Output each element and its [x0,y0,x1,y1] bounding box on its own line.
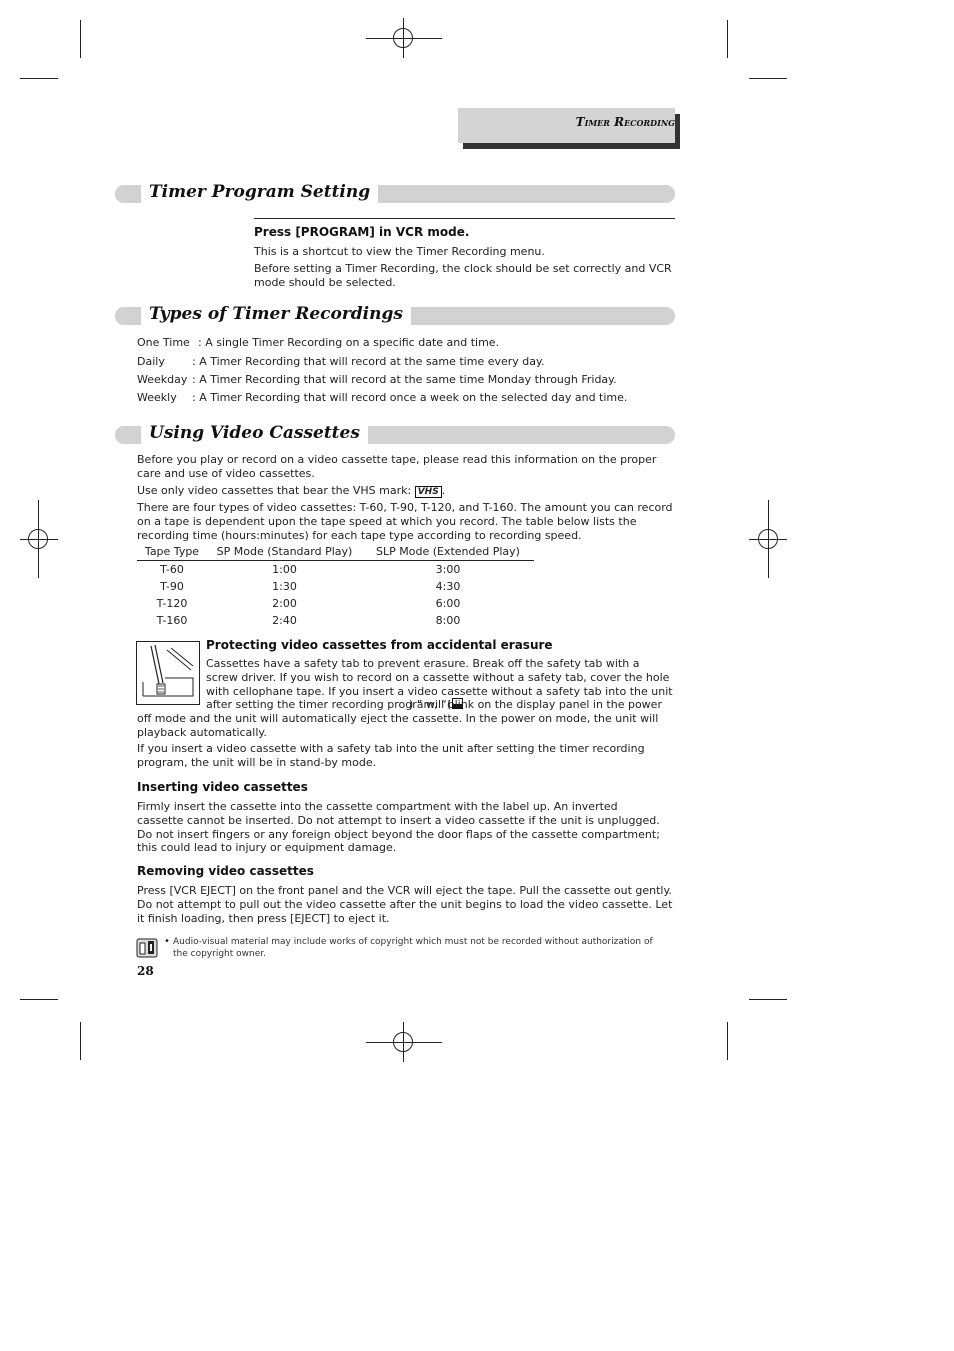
note-bullet: • [164,936,170,947]
vhs-line: Use only video cassettes that bear the VHS mark: VHS . [137,484,446,497]
table-cell: 4:30 [435,580,461,593]
table-cell: T-90 [160,580,184,593]
list-item [137,391,627,405]
type-label: One Time [137,336,190,349]
insert-title: Inserting video cassettes [137,780,308,794]
table-row [137,561,534,579]
screwdriver-cassette-icon [137,642,199,704]
table-row [137,578,534,595]
column-header: SP Mode (Standard Play) [207,544,362,561]
program-instruction: Press [PROGRAM] in VCR mode. [254,225,470,239]
type-label: Weekday [137,373,188,386]
protect-title: Protecting video cassettes from accidental erasure [206,638,553,652]
section-title: Types of Timer Recordings [141,303,411,325]
vhs-text: Use only video cassettes that bear the VHS mark: [137,484,412,497]
header-title: Timer Recording [575,115,675,129]
program-line-2: Before setting a Timer Recording, the clock should be set correctly and VCR mode should be selected. [254,262,672,289]
table-cell: T-60 [160,563,184,576]
cassettes-intro: Before you play or record on a video cassette tape, please read this information on the proper care and use of video cassettes. [137,453,657,480]
section-title: Timer Program Setting [141,181,378,203]
type-label: Weekly [137,391,177,404]
remove-title: Removing video cassettes [137,864,314,878]
list-item [137,355,544,369]
insert-paragraph: Firmly insert the cassette into the cassette compartment with the label up. An inverted cassette cannot be inserted. Do not attempt to insert a video cassette if the unit is unplugged. Do not insert fingers or any foreign object beyond the door flaps of the cassette compartment; this could lead to injury or equipment damage. [137,800,660,855]
vhs-logo-icon: VHS [415,486,442,498]
note-icon [136,936,158,958]
table-cell: T-160 [156,614,188,627]
table-cell: 1:30 [272,580,297,593]
table-cell: 2:00 [272,597,297,610]
type-text: : A Timer Recording that will record at the same time Monday through Friday. [192,373,617,386]
type-text: : A Timer Recording that will record at the same time every day. [192,355,545,368]
type-text: : A Timer Recording that will record once a week on the selected day and time. [192,391,628,404]
protect-para-2: If you insert a video cassette with a safety tab into the unit after setting the timer recording program, the unit will be in stand-by mode. [137,742,645,769]
table-cell: 1:00 [272,563,297,576]
section-title: Using Video Cassettes [141,422,368,444]
protect-para-bottom: ) ” will blink on the display panel in the power off mode and the unit will automatically eject the cassette. In the power on mode, the unit will playback automatically. [137,698,662,739]
table-cell: 2:40 [272,614,297,627]
cassette-types-paragraph: There are four types of video cassettes: T-60, T-90, T-120, and T-160. The amount you can record on a tape is dependent upon the tape speed at which you record. The table below lists the recording time (hours:minutes) for each tape type according to recording speed. [137,501,673,542]
list-item [137,373,617,387]
tape-time-table [137,544,534,629]
column-header: SLP Mode (Extended Play) [362,544,534,561]
page-number: 28 [137,964,154,978]
note-text: Audio-visual material may include works of copyright which must not be recorded without authorization of the copyright owner. [173,937,653,959]
cassette-safety-tab-illustration [136,641,200,705]
table-row [137,595,534,612]
table-cell: 3:00 [435,563,461,576]
program-line-1: This is a shortcut to view the Timer Recording menu. [254,245,545,258]
table-row [137,612,534,629]
type-label: Daily [137,355,165,368]
table-cell: 8:00 [435,614,461,627]
protect-text-a: Cassettes have a safety tab to prevent erasure. Break off the safety tab with a screw driver. If you wish to record on a cassette without a safety tab, cover the hole with cellophane tape. If you insert a video cassette without a safety tab into the unit after setting the timer recording program, “( [206,657,673,712]
list-item [137,336,499,350]
remove-paragraph: Press [VCR EJECT] on the front panel and the VCR will eject the tape. Pull the cassette out gently. Do not attempt to pull out the video cassette after the unit begins to load the video cassette. Let it finish loading, then press [EJECT] to eject it. [137,884,673,925]
table-header-row [137,544,534,561]
table-cell: 6:00 [435,597,461,610]
table-cell: T-120 [156,597,188,610]
column-header: Tape Type [137,544,207,561]
type-text: : A single Timer Recording on a specific date and time. [198,336,500,349]
